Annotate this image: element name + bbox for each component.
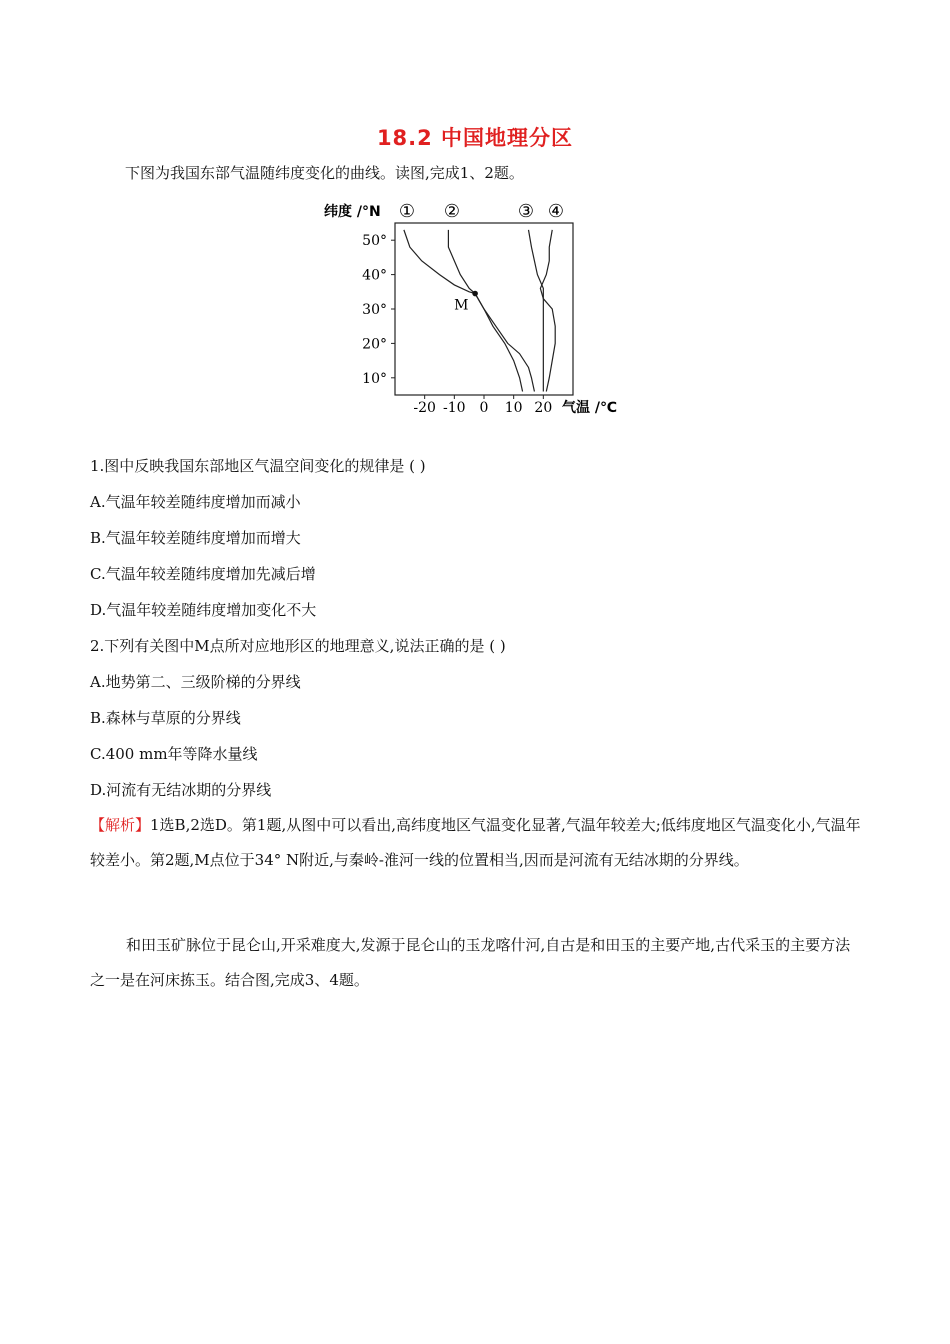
question-option: D.河流有无结冰期的分界线 (90, 781, 272, 799)
question-option: C.400 mm年等降水量线 (90, 745, 258, 763)
question-option: D.气温年较差随纬度增加变化不大 (90, 601, 317, 619)
y-axis-label: 纬度 /°N (324, 204, 381, 220)
y-tick-label: 10° (362, 370, 387, 387)
analysis-text: 1选B,2选D。第1题,从图中可以看出,高纬度地区气温变化显著,气温年较差大;低纬度地区气温变化小,气温年较差小。第2题,M点位于34° N附近,与秦岭-淮河一线的位置相当,因而是河流有无结冰期的分界线。 (90, 816, 861, 869)
question-stem: 2.下列有关图中M点所对应地形区的地理意义,说法正确的是 ( ) (90, 637, 506, 655)
intro-text: 下图为我国东部气温随纬度变化的曲线。读图,完成1、2题。 (125, 164, 524, 182)
next-intro-paragraph: 和田玉矿脉位于昆仑山,开采难度大,发源于昆仑山的玉龙喀什河,自古是和田玉的主要产地,古代采玉的主要方法之一是在河床拣玉。结合图,完成3、4题。 (90, 936, 851, 989)
page-title: 18.2 中国地理分区 (376, 126, 574, 150)
x-tick-label: -10 (443, 400, 466, 416)
y-tick-label: 30° (362, 302, 387, 318)
latitude-temperature-chart (322, 196, 632, 421)
y-tick-label: 50° (362, 233, 387, 250)
point-m-marker (472, 291, 478, 297)
question-stem: 1.图中反映我国东部地区气温空间变化的规律是 ( ) (90, 457, 426, 475)
x-axis-label: 气温 /℃ (562, 400, 617, 416)
x-tick-label: -20 (413, 400, 436, 416)
series-line-3 (529, 230, 544, 392)
y-tick-label: 40° (362, 267, 387, 284)
series-label-2: ② (443, 201, 461, 222)
series-line-4 (540, 230, 555, 392)
question-option: B.森林与草原的分界线 (90, 709, 241, 727)
x-tick-label: 0 (479, 400, 489, 416)
question-option: A.地势第二、三级阶梯的分界线 (90, 673, 301, 691)
question-option: B.气温年较差随纬度增加而增大 (90, 529, 301, 547)
x-tick-label: 20 (534, 400, 553, 416)
question-option: C.气温年较差随纬度增加先减后增 (90, 565, 316, 583)
series-label-4: ④ (547, 201, 565, 222)
analysis-paragraph (90, 808, 862, 878)
point-m-label: M (454, 297, 469, 314)
series-label-1: ① (398, 201, 416, 222)
y-tick-label: 20° (362, 336, 387, 353)
series-label-3: ③ (517, 201, 535, 222)
x-tick-label: 10 (504, 400, 523, 416)
analysis-tag: 【解析】 (90, 816, 151, 834)
question-option: A.气温年较差随纬度增加而减小 (90, 493, 301, 511)
